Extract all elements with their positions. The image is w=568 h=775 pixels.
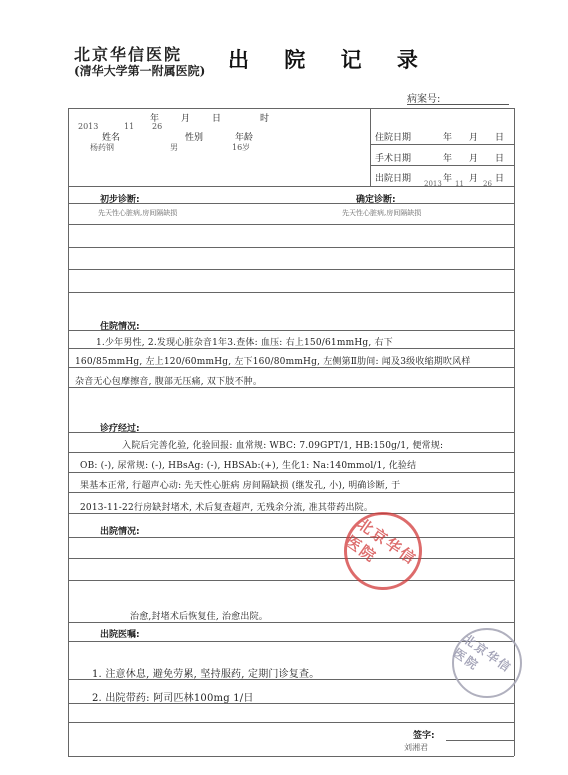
initial-diagnosis-label: 初步诊断: xyxy=(100,195,140,205)
ruled-line xyxy=(68,513,514,514)
discharge-status-label: 出院情况: xyxy=(100,527,140,537)
hospital-gray-seal xyxy=(452,628,522,698)
ruled-line xyxy=(68,641,514,642)
hospital-red-seal xyxy=(344,512,422,590)
admit-date-rule xyxy=(370,144,514,145)
admission-line: 1.少年男性, 2.发现心脏杂音1年3.查体: 血压: 右上150/61mmHg, 右下 xyxy=(96,338,393,348)
ruled-line xyxy=(68,492,514,493)
ruled-line xyxy=(68,387,514,388)
admission-line: 杂音无心包摩擦音, 腹部无压痛, 双下肢不肿。 xyxy=(75,377,263,387)
record-day-label: 日 xyxy=(212,114,222,124)
patient-age-value: 16岁 xyxy=(232,143,251,152)
discharge-status-line: 治愈,封堵术后恢复佳, 治愈出院。 xyxy=(130,612,268,622)
gray-seal-text: 北京华信医院 xyxy=(450,631,515,676)
admission-line: 160/85mmHg, 左上120/60mmHg, 左下160/80mmHg, 左侧第Ⅱ肋间: 闻及3级收缩期吹风样 xyxy=(75,357,471,367)
header-section-rule xyxy=(68,186,514,187)
ruled-line xyxy=(68,722,514,723)
orders-line: 1. 注意休息, 避免劳累, 坚持服药, 定期门诊复查。 xyxy=(92,669,320,680)
ruled-line xyxy=(68,703,514,704)
treatment-line: 果基本正常, 行超声心动: 先天性心脏病 房间隔缺损 (继发孔, 小), 明确诊断, 于 xyxy=(80,481,401,491)
ruled-line xyxy=(68,537,514,538)
record-month-label: 月 xyxy=(181,114,191,124)
signature-value: 刘湘君 xyxy=(404,743,428,752)
document-title: 出 院 记 录 xyxy=(228,47,432,72)
ruled-line xyxy=(68,330,514,331)
admit-month-label: 月 xyxy=(469,133,479,143)
patient-name-label: 姓名 xyxy=(102,133,121,143)
ruled-line xyxy=(68,472,514,473)
ruled-line xyxy=(68,679,514,680)
ruled-line xyxy=(68,432,514,433)
ruled-line xyxy=(68,367,514,368)
patient-gender-value: 男 xyxy=(170,143,178,152)
ruled-line xyxy=(68,292,514,293)
treatment-line: 入院后完善化验, 化验回报: 血常规: WBC: 7.09GPT/1, HB:150g/1, 便常规: xyxy=(122,441,444,451)
final-diagnosis-label: 确定诊断: xyxy=(356,195,396,205)
ruled-line xyxy=(68,269,514,270)
discharge-date-label: 出院日期 xyxy=(375,174,412,184)
signature-rule xyxy=(446,740,514,741)
ruled-line xyxy=(68,203,514,204)
initial-diagnosis-value: 先天性心脏病,房间隔缺损 xyxy=(98,209,178,217)
discharge-year-value: 2013 xyxy=(424,180,442,188)
form-bottom-border xyxy=(68,756,514,757)
red-seal-text: 北京华信医院 xyxy=(342,514,421,569)
record-hour-label: 时 xyxy=(260,114,270,124)
surgery-date-rule xyxy=(370,165,514,166)
discharge-month-label: 月 xyxy=(469,174,479,184)
admission-status-label: 住院情况: xyxy=(100,322,140,332)
form-top-border xyxy=(68,108,514,109)
signature-label: 签字: xyxy=(413,731,435,741)
record-year-label: 年 xyxy=(150,114,160,124)
discharge-day-value: 26 xyxy=(483,180,492,188)
ruled-line xyxy=(68,247,514,248)
discharge-month-value: 11 xyxy=(455,180,464,188)
record-day-value: 26 xyxy=(152,122,163,131)
surgery-day-label: 日 xyxy=(495,154,505,164)
date-block-divider xyxy=(370,108,371,186)
admit-date-label: 住院日期 xyxy=(375,133,412,143)
surgery-year-label: 年 xyxy=(443,154,453,164)
patient-age-label: 年龄 xyxy=(235,133,254,143)
admit-day-label: 日 xyxy=(495,133,505,143)
ruled-line xyxy=(68,558,514,559)
patient-gender-label: 性别 xyxy=(185,133,204,143)
case-number-line xyxy=(407,104,509,105)
discharge-day-label: 日 xyxy=(495,174,505,184)
case-number-label: 病案号: xyxy=(407,94,441,105)
treatment-line: 2013-11-22行房缺封堵术, 术后复查超声, 无残余分流, 准其带药出院。 xyxy=(80,503,374,513)
hospital-name: 北京华信医院 xyxy=(74,45,183,64)
orders-line: 2. 出院带药: 阿司匹林100mg 1/日 xyxy=(92,693,254,704)
record-month-value: 11 xyxy=(124,122,135,131)
treatment-label: 诊疗经过: xyxy=(100,424,140,434)
ruled-line xyxy=(68,452,514,453)
surgery-month-label: 月 xyxy=(469,154,479,164)
final-diagnosis-value: 先天性心脏病,房间隔缺损 xyxy=(342,209,422,217)
treatment-line: OB: (-), 尿常规: (-), HBsAg: (-), HBSAb:(+), 生化1: Na:140mmol/1, 化验结 xyxy=(80,461,417,471)
ruled-line xyxy=(68,224,514,225)
ruled-line xyxy=(68,348,514,349)
discharge-orders-label: 出院医嘱: xyxy=(100,630,140,640)
ruled-line xyxy=(68,622,514,623)
patient-name-value: 杨药钢 xyxy=(90,143,114,152)
surgery-date-label: 手术日期 xyxy=(375,154,412,164)
hospital-subtitle: (清华大学第一附属医院) xyxy=(74,64,206,78)
admit-year-label: 年 xyxy=(443,133,453,143)
record-year-value: 2013 xyxy=(78,122,99,131)
discharge-year-label: 年 xyxy=(443,174,453,184)
ruled-line xyxy=(68,580,514,581)
